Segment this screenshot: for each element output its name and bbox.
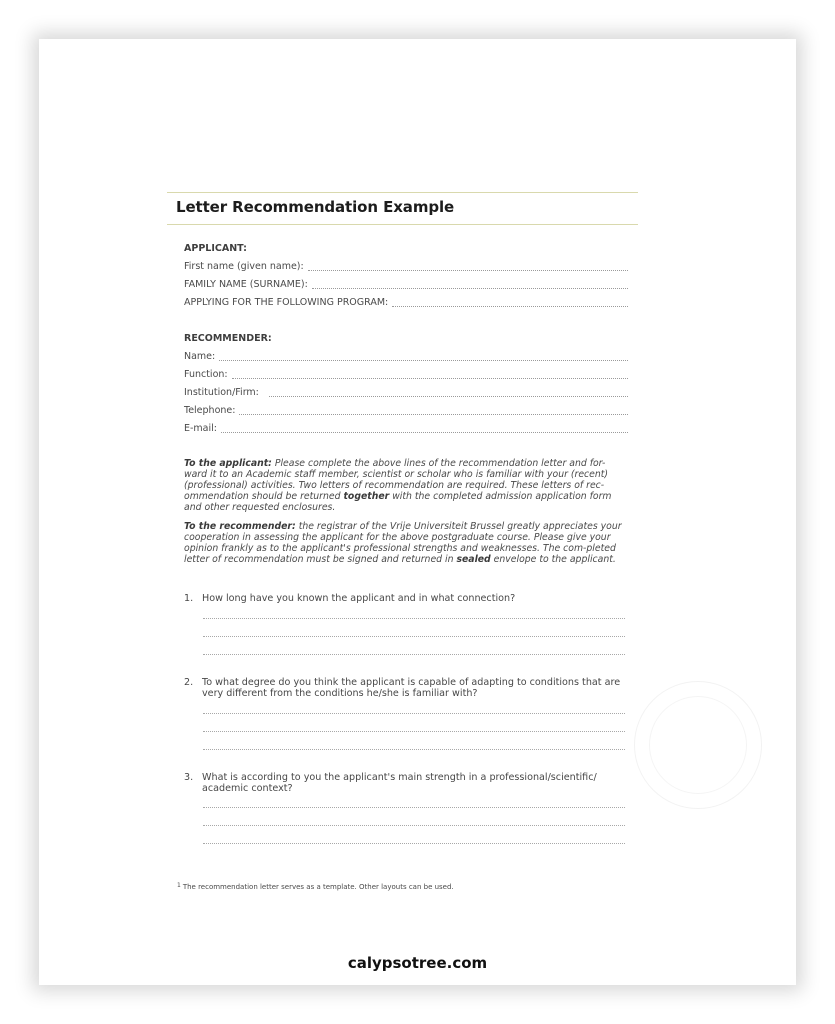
question-text: What is according to you the applicant's main strength in a professional/scientific/ academic context? [202,772,597,794]
family-name-input-line[interactable] [312,280,628,289]
answer-3-line-1[interactable] [203,807,625,808]
first-name-input-line[interactable] [308,262,628,271]
question-number: 2. [184,677,194,688]
institution-input-line[interactable] [269,388,628,397]
telephone-input-line[interactable] [239,406,628,415]
university-seal-watermark [634,681,762,809]
field-label: Institution/Firm: [184,387,259,398]
recommender-instructions-text-end: envelope to the applicant. [490,554,616,565]
footnote [177,882,454,891]
footnote-marker: 1 [177,882,181,889]
document-page [39,39,796,985]
program-field[interactable] [184,297,628,309]
title-bottom-rule [167,224,638,225]
footnote-text: The recommendation letter serves as a template. Other layouts can be used. [182,883,454,891]
field-label: First name (given name): [184,261,304,272]
recommender-email-field[interactable] [184,423,628,435]
family-name-field[interactable] [184,279,628,291]
recommender-institution-field[interactable] [184,387,628,399]
recommender-instructions [184,521,628,565]
question-3 [184,772,630,794]
field-label: E-mail: [184,423,217,434]
applicant-heading: APPLICANT: [184,243,247,254]
title-top-rule [167,192,638,193]
question-number: 1. [184,593,194,604]
field-label: Telephone: [184,405,236,416]
question-number: 3. [184,772,194,783]
field-label: APPLYING FOR THE FOLLOWING PROGRAM: [184,297,389,308]
answer-2-line-2[interactable] [203,731,625,732]
field-label: Name: [184,351,216,362]
function-input-line[interactable] [232,370,628,379]
applicant-instructions-text-end: with the completed admission application form and other requested enclosures. [184,491,612,513]
program-input-line[interactable] [392,298,628,307]
emphasis-sealed: sealed [456,554,491,565]
answer-3-line-3[interactable] [203,843,625,844]
document-title: Letter Recommendation Example [176,198,455,216]
name-input-line[interactable] [219,352,628,361]
recommender-telephone-field[interactable] [184,405,628,417]
answer-1-line-2[interactable] [203,636,625,637]
email-input-line[interactable] [221,424,628,433]
question-1 [184,593,630,604]
applicant-instructions [184,458,628,513]
field-label: Function: [184,369,228,380]
recommender-heading: RECOMMENDER: [184,333,272,344]
applicant-instructions-text: Please complete the above lines of the recommendation letter and for-ward it to an Academic staff member, scientist or scholar who is familiar with your (recent) (professional) activities. Two letters of recommendation are required. These letters of rec-ommendation should be returned [184,458,609,502]
first-name-field[interactable] [184,261,628,273]
recommender-instructions-text: the registrar of the Vrije Universiteit Brussel greatly appreciates your cooperation in assessing the applicant for the above postgraduate course. Please give your opinion frankly as to the applicant's professional strengths and weaknesses. The com-pleted letter of recommendation must be signed and returned in [184,521,622,565]
answer-2-line-3[interactable] [203,749,625,750]
answer-1-line-1[interactable] [203,618,625,619]
question-2 [184,677,630,699]
answer-1-line-3[interactable] [203,654,625,655]
recommender-name-field[interactable] [184,351,628,363]
recommender-function-field[interactable] [184,369,628,381]
field-label: FAMILY NAME (SURNAME): [184,279,308,290]
emphasis-together: together [343,491,390,502]
answer-3-line-2[interactable] [203,825,625,826]
question-text: To what degree do you think the applicant is capable of adapting to conditions that are very different from the conditions he/she is familiar with? [202,677,621,699]
recommender-instructions-lead: To the recommender: [184,521,296,532]
question-text: How long have you known the applicant and in what connection? [202,593,516,604]
applicant-instructions-lead: To the applicant: [184,458,272,469]
answer-2-line-1[interactable] [203,713,625,714]
site-watermark: calypsotree.com [347,954,488,972]
